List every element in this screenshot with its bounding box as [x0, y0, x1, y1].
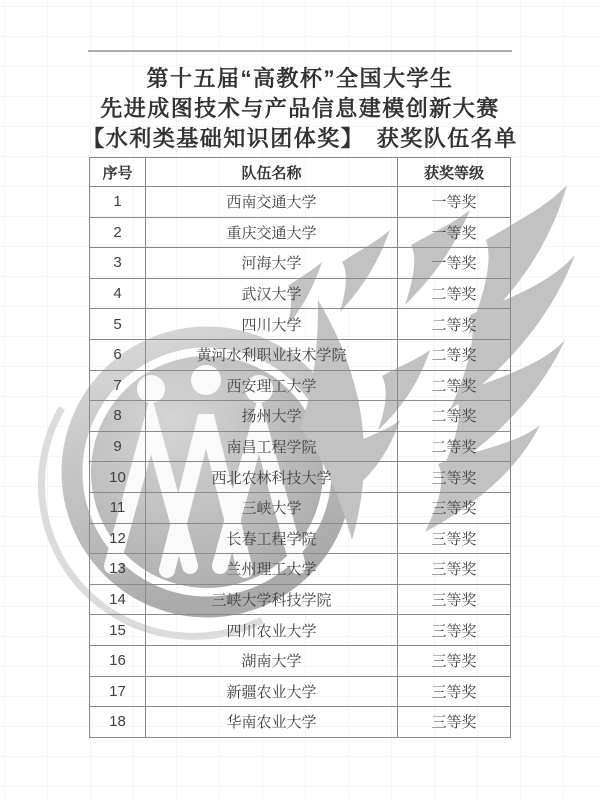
award-level-cell: 二等奖	[398, 309, 511, 340]
row-number-cell: 8	[90, 401, 146, 432]
award-level-cell: 二等奖	[398, 401, 511, 432]
team-name-cell: 长春工程学院	[146, 523, 398, 554]
team-name-cell: 湖南大学	[146, 645, 398, 676]
table-row	[90, 707, 511, 738]
header-award-level: 获奖等级	[398, 158, 511, 187]
table-row	[90, 217, 511, 248]
table-row	[90, 431, 511, 462]
team-name-cell: 武汉大学	[146, 278, 398, 309]
table-row	[90, 492, 511, 523]
award-level-cell: 一等奖	[398, 217, 511, 248]
award-level-cell: 三等奖	[398, 707, 511, 738]
table-row	[90, 462, 511, 493]
award-level-cell: 三等奖	[398, 523, 511, 554]
table-row	[90, 370, 511, 401]
row-number-cell: 18	[90, 707, 146, 738]
table-row	[90, 339, 511, 370]
row-number-cell: 16	[90, 645, 146, 676]
row-number-cell: 11	[90, 492, 146, 523]
team-name-cell: 重庆交通大学	[146, 217, 398, 248]
award-level-cell: 二等奖	[398, 370, 511, 401]
team-name-cell: 四川农业大学	[146, 615, 398, 646]
team-name-cell: 兰州理工大学	[146, 554, 398, 585]
row-number-cell: 5	[90, 309, 146, 340]
row-number-cell: 1	[90, 187, 146, 218]
award-level-cell: 三等奖	[398, 584, 511, 615]
document-title	[0, 64, 600, 154]
table-row	[90, 554, 511, 585]
team-name-cell: 华南农业大学	[146, 707, 398, 738]
award-level-cell: 三等奖	[398, 462, 511, 493]
table-row	[90, 615, 511, 646]
row-number-cell: 14	[90, 584, 146, 615]
award-level-cell: 三等奖	[398, 615, 511, 646]
team-name-cell: 新疆农业大学	[146, 676, 398, 707]
row-number-cell: 7	[90, 370, 146, 401]
row-number-cell: 9	[90, 431, 146, 462]
row-number-cell: 17	[90, 676, 146, 707]
table-row	[90, 309, 511, 340]
award-level-cell: 三等奖	[398, 492, 511, 523]
award-level-cell: 二等奖	[398, 339, 511, 370]
table-row	[90, 645, 511, 676]
award-level-cell: 三等奖	[398, 676, 511, 707]
row-number-cell: 10	[90, 462, 146, 493]
table-row	[90, 278, 511, 309]
row-number-cell: 13	[90, 554, 146, 585]
team-name-cell: 三峡大学	[146, 492, 398, 523]
row-number-cell: 6	[90, 339, 146, 370]
team-name-cell: 南昌工程学院	[146, 431, 398, 462]
award-level-cell: 二等奖	[398, 431, 511, 462]
title-line-1: 第十五届“高教杯”全国大学生	[146, 66, 454, 91]
award-level-cell: 三等奖	[398, 645, 511, 676]
team-name-cell: 河海大学	[146, 248, 398, 279]
row-number-cell: 3	[90, 248, 146, 279]
table-row	[90, 584, 511, 615]
table-header-row	[90, 158, 511, 187]
title-line-2: 先进成图技术与产品信息建模创新大赛	[100, 96, 500, 121]
award-table-body	[90, 187, 511, 738]
row-number-cell: 2	[90, 217, 146, 248]
team-name-cell: 西南交通大学	[146, 187, 398, 218]
title-line-3: 【水利类基础知识团体奖】 获奖队伍名单	[82, 126, 518, 151]
team-name-cell: 黄河水利职业技术学院	[146, 339, 398, 370]
team-name-cell: 西安理工大学	[146, 370, 398, 401]
team-name-cell: 西北农林科技大学	[146, 462, 398, 493]
award-level-cell: 一等奖	[398, 248, 511, 279]
team-name-cell: 四川大学	[146, 309, 398, 340]
table-row	[90, 248, 511, 279]
award-level-cell: 三等奖	[398, 554, 511, 585]
row-number-cell: 12	[90, 523, 146, 554]
award-level-cell: 二等奖	[398, 278, 511, 309]
team-name-cell: 扬州大学	[146, 401, 398, 432]
header-team-name: 队伍名称	[146, 158, 398, 187]
award-table	[89, 157, 511, 738]
table-row	[90, 401, 511, 432]
header-row-number: 序号	[90, 158, 146, 187]
table-row	[90, 676, 511, 707]
row-number-cell: 4	[90, 278, 146, 309]
team-name-cell: 三峡大学科技学院	[146, 584, 398, 615]
row-number-cell: 15	[90, 615, 146, 646]
table-row	[90, 187, 511, 218]
table-row	[90, 523, 511, 554]
award-level-cell: 一等奖	[398, 187, 511, 218]
top-rule	[88, 50, 512, 52]
